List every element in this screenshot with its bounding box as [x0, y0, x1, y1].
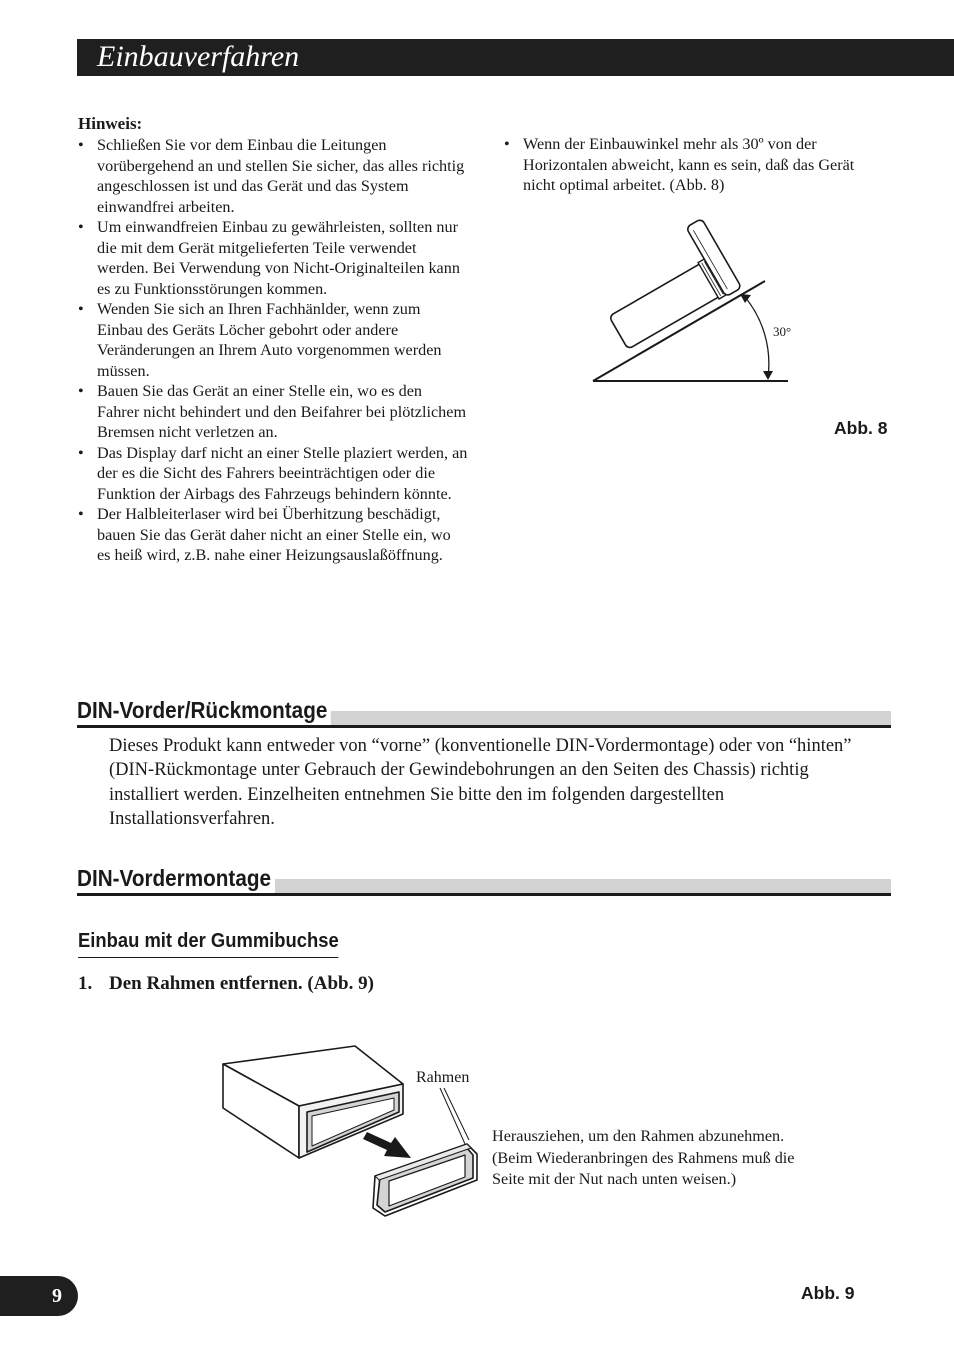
page-header-bar — [77, 39, 954, 76]
note-list-right — [504, 134, 874, 196]
note-item: • Das Display darf nicht an einer Stelle plaziert werden, an der es die Sicht des Fahrers beeinträchtigen oder die Funktion der Airbags des Fahrzeugs behindern könnte. — [78, 443, 468, 505]
note-item: • Bauen Sie das Gerät an einer Stelle ein, wo es den Fahrer nicht behindert und den Beifahrer bei plötzlichem Bremsen nicht verletzen an. — [78, 381, 468, 443]
section-heading-din-front — [77, 863, 891, 897]
note-item: • Der Halbleiterlaser wird bei Überhitzung beschädigt, bauen Sie das Gerät daher nicht an einer Stelle ein, wo es heiß wird, z.B. nahe einer Heizungsauslaßöffnung. — [78, 504, 468, 566]
frame-leader-line — [440, 1088, 465, 1144]
note-heading: Hinweis: — [78, 114, 143, 133]
subsection-heading: Einbau mit der Gummibuchse — [78, 928, 339, 958]
pull-arrow — [363, 1132, 411, 1158]
figure-9-remove-frame — [215, 1040, 495, 1225]
arc-arrowhead-bottom — [763, 371, 773, 380]
page-title: Einbauverfahren — [97, 40, 300, 73]
figure-9-caption: Abb. 9 — [801, 1283, 855, 1303]
section-heading-din-front-rear — [77, 695, 891, 729]
section-title: DIN-Vorder/Rückmontage — [77, 695, 331, 725]
figure-9-callout: Herausziehen, um den Rahmen abzunehmen. (Beim Wiederanbringen des Rahmens muß die Seite mit der Nut nach unten weisen.) — [492, 1127, 795, 1188]
section-body-text: Dieses Produkt kann entweder von “vorne” (konventionelle DIN-Vordermontage) oder von “hinten” (DIN-Rückmontage unter Gebrauch der Gewindebohrungen an den Seiten des Chassis) richtig installiert werden. Einzelheiten entnehmen Sie bitte den im folgenden dargestellten Installationsverfahren. — [109, 736, 852, 829]
step-text: Den Rahmen entfernen. (Abb. 9) — [109, 973, 374, 994]
step-1 — [78, 972, 374, 996]
figure-8-mounting-angle — [585, 205, 805, 395]
notes-right-column — [504, 134, 874, 196]
note-item: • Wenden Sie sich an Ihren Fachhänlder, wenn zum Einbau des Geräts Löcher gebohrt oder andere Veränderungen an Ihrem Auto vorgenommen werden müssen. — [78, 299, 468, 381]
note-item: • Schließen Sie vor dem Einbau die Leitungen vorübergehend an und stellen Sie sicher, das alles richtig angeschlossen ist und das Gerät und das System einwandfrei arbeiten. — [78, 135, 468, 217]
angle-arc — [745, 297, 769, 377]
frame-label: Rahmen — [416, 1069, 470, 1086]
section-title: DIN-Vordermontage — [77, 863, 275, 893]
step-number: 1. — [78, 973, 93, 994]
note-item: • Um einwandfreien Einbau zu gewährleisten, sollten nur die mit dem Gerät mitgelieferten Teile verwendet werden. Bei Verwendung von Nicht-Originalteilen kann es zu Funktionsstörungen kommen. — [78, 217, 468, 299]
frame-leader-line-2 — [444, 1088, 469, 1140]
page-number-tab — [0, 1276, 78, 1316]
note-item-angle: • Wenn der Einbauwinkel mehr als 30º von der Horizontalen abweicht, kann es sein, daß das Gerät nicht optimal arbeitet. (Abb. 8) — [504, 134, 874, 196]
figure-8-caption: Abb. 8 — [834, 418, 888, 438]
notes-column — [78, 114, 468, 566]
angle-label: 30° — [773, 324, 792, 339]
heading-rule — [77, 725, 891, 728]
note-list — [78, 135, 468, 566]
page-number: 9 — [52, 1285, 62, 1307]
heading-rule — [77, 893, 891, 896]
